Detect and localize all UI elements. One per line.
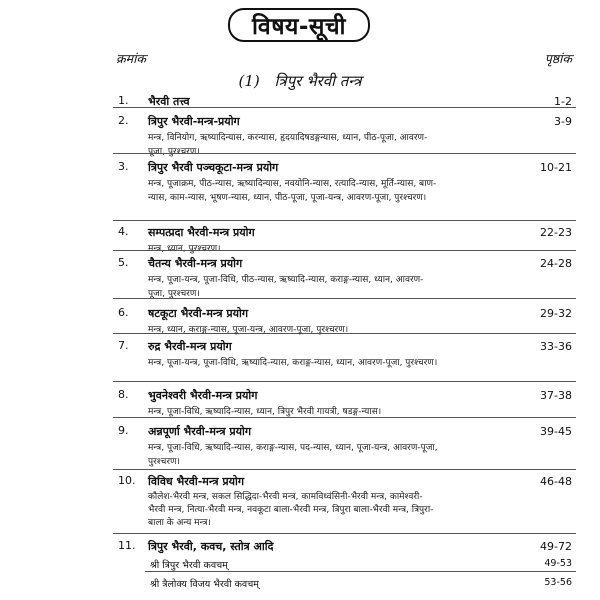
- entry-title: रुद्र भैरवी-मन्त्र प्रयोग: [148, 340, 232, 353]
- entry-title: चैतन्य भैरवी-मन्त्र प्रयोग: [148, 257, 243, 270]
- divider: [113, 469, 576, 470]
- subentry-title: श्री त्रिपुर भैरवी कवचम्: [150, 560, 228, 571]
- divider: [113, 250, 576, 251]
- entry-description: मन्त्र, पूजा-यन्त्र, पूजा-विधि, ऋष्यादि-न्यास, कराङ्ग-न्यास, ध्यान, आवरण-पूजा, पुरश्चरण।: [148, 358, 438, 368]
- entry-description: मन्त्र, पूजाक्रम, पीठ-न्यास, ऋष्यादिन्यास, नवयोनि-न्यास, रत्यादि-न्यास, मूर्ति-न्यास, बाण-न्यास, काम-न्यास, भूषण-न्यास, ध्यान, पीठ-पूजा, पूजा-यन्त्र, आवरण-पूजा, पुरश्चरण।: [148, 179, 437, 203]
- divider: [113, 107, 576, 108]
- section-name: त्रिपुर भैरवी तन्त्र: [274, 72, 362, 90]
- entry-description: मन्त्र, ध्यान, कराङ्ग-न्यास, पूजा-यन्त्र, आवरण-पूजा, पुरश्चरण।: [148, 325, 349, 335]
- section-heading: [0, 71, 600, 91]
- entry-title: भुवनेश्वरी भैरवी-मन्त्र प्रयोग: [148, 389, 258, 402]
- divider: [113, 333, 576, 334]
- entry-pages: 22-23: [540, 226, 572, 239]
- section-number: (1): [238, 72, 260, 90]
- divider: [113, 381, 576, 382]
- entry-pages: 3-9: [554, 115, 572, 128]
- subentry-pages: 49-53: [544, 558, 572, 569]
- entry-description: मन्त्र, पूजा-विधि, ऋष्यादि-न्यास, ध्यान, त्रिपुर भैरवी गायत्री, षडङ्ग-न्यास।: [148, 407, 382, 417]
- divider: [113, 153, 576, 154]
- entry-number: 11.: [118, 539, 136, 552]
- entry-pages: 10-21: [540, 161, 572, 174]
- entry-number: 9.: [118, 424, 129, 437]
- entry-number: 10.: [118, 474, 136, 487]
- divider: [113, 220, 576, 221]
- entry-pages: 37-38: [540, 389, 572, 402]
- serial-column-header: क्रमांक: [116, 51, 146, 66]
- entry-pages: 46-48: [540, 475, 572, 488]
- entry-number: 2.: [118, 114, 129, 127]
- entry-title: त्रिपुर भैरवी पञ्चकूटा-मन्त्र प्रयोग: [148, 161, 279, 174]
- entry-title: त्रिपुर भैरवी-मन्त्र-प्रयोग: [148, 115, 240, 128]
- entry-title: अन्नपूर्णा भैरवी-मन्त्र प्रयोग: [148, 425, 252, 438]
- page-column-header: पृष्ठांक: [544, 51, 572, 66]
- entry-title: षटकूटा भैरवी-मन्त्र प्रयोग: [148, 307, 249, 320]
- entry-description: कौलेश-भैरवी मन्त्र, सकल सिद्धिदा-भैरवी मन्त्र, कामविध्वंसिनी-भैरवी मन्त्र, कामेश्वरी-भैरवी मन्त्र, नित्या-भैरवी मन्त्र, नवकूटा बाला-भैरवी मन्त्र, त्रिपुरा बाला-भैरवी मन्त्र, त्रिपुरा-बाला के अन्य मन्त्र।: [148, 492, 434, 528]
- entry-number: 3.: [118, 160, 129, 173]
- entry-pages: 39-45: [540, 425, 572, 438]
- divider: [113, 298, 576, 299]
- entry-pages: 33-36: [540, 340, 572, 353]
- entry-description: मन्त्र, पूजा-यन्त्र, पूजा-विधि, पीठ-न्यास, ऋष्यादि-न्यास, कराङ्ग-न्यास, ध्यान, आवरण-पूजा, पुरश्चरण।: [148, 275, 424, 299]
- divider: [113, 417, 576, 418]
- entry-pages: 29-32: [540, 307, 572, 320]
- entry-number: 4.: [118, 225, 129, 238]
- page-title: विषय-सूची: [228, 8, 370, 42]
- entry-number: 7.: [118, 339, 129, 352]
- entry-title: सम्पत्प्रदा भैरवी-मन्त्र प्रयोग: [148, 226, 255, 239]
- entry-title: विविध भैरवी-मन्त्र प्रयोग: [148, 475, 245, 488]
- entry-pages: 24-28: [540, 257, 572, 270]
- entry-number: 6.: [118, 306, 129, 319]
- divider: [145, 571, 576, 572]
- entry-description: मन्त्र, ध्यान, पुरश्चरण।: [148, 244, 221, 254]
- subentry-pages: 53-56: [544, 577, 572, 588]
- entry-number: 1.: [118, 94, 129, 107]
- entry-pages: 1-2: [554, 95, 572, 108]
- subentry-title: श्री त्रैलोक्य विजय भैरवी कवचम्: [150, 579, 259, 590]
- entry-title: भैरवी तत्त्व: [148, 95, 190, 108]
- entry-title: त्रिपुर भैरवी, कवच, स्तोत्र आदि: [148, 540, 274, 553]
- divider: [113, 533, 576, 534]
- entry-pages: 49-72: [540, 540, 572, 553]
- entry-description: मन्त्र, पूजा-विधि, ऋष्यादि-न्यास, कराङ्ग-न्यास, पद-न्यास, ध्यान, पूजा-यन्त्र, आवरण-पूजा, पुरश्चरण।: [148, 443, 438, 467]
- entry-number: 8.: [118, 388, 129, 401]
- entry-description: मन्त्र, विनियोग, ऋष्यादिन्यास, करन्यास, हृदयादिषडङ्गन्यास, ध्यान, पीठ-पूजा, आवरण-पूजा, पुरश्चरण।: [148, 133, 428, 157]
- entry-number: 5.: [118, 256, 129, 269]
